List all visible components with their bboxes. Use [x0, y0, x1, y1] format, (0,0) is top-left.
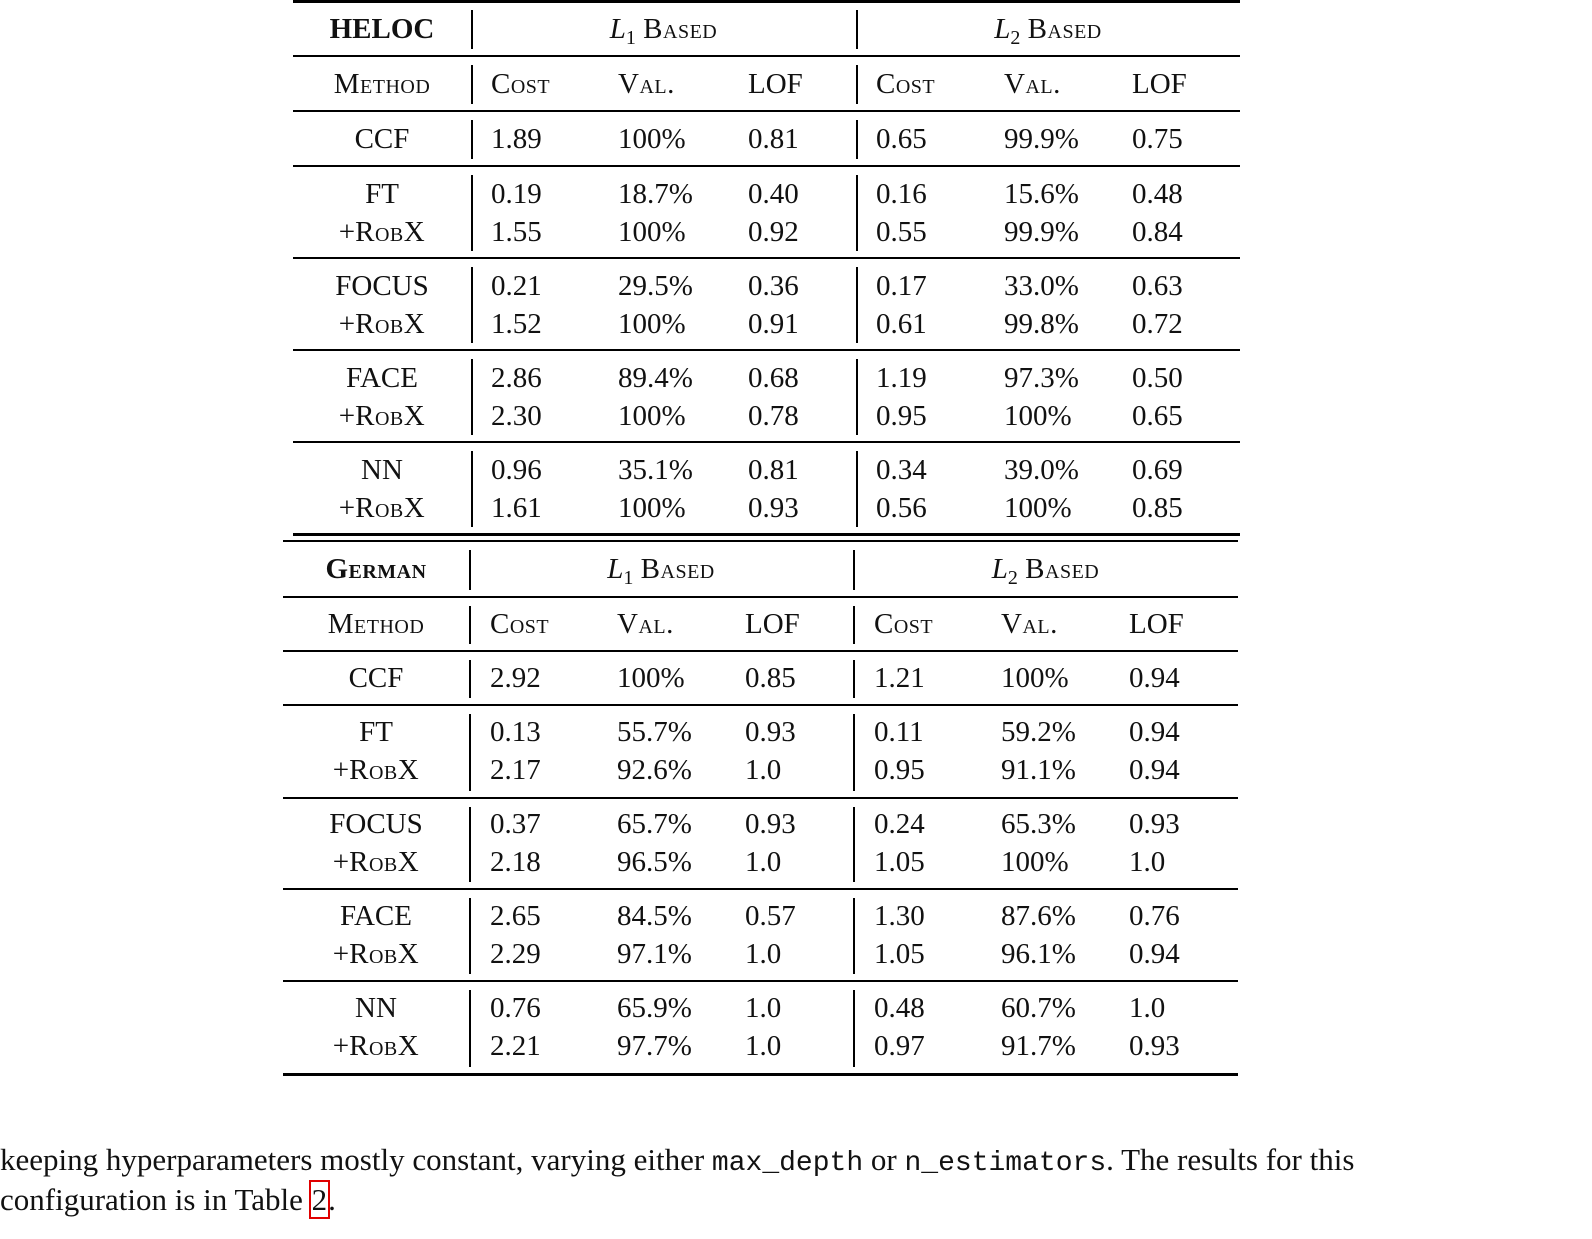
method-name: +RobX — [338, 216, 426, 248]
l2-based-header — [992, 550, 1099, 597]
horizontal-rule — [283, 704, 1238, 706]
method-name: FOCUS — [329, 808, 423, 840]
column-separator — [853, 606, 855, 644]
table-cell: 0.21 — [491, 270, 542, 302]
table-cell: 0.91 — [748, 308, 799, 340]
table-cell: 1.61 — [491, 492, 542, 524]
column-separator — [469, 550, 471, 590]
table-cell: 91.1% — [1001, 754, 1076, 786]
method-name: +RobX — [332, 938, 420, 970]
method-name: +RobX — [338, 308, 426, 340]
table-cell: 99.9% — [1004, 123, 1079, 155]
table-cell: 15.6% — [1004, 178, 1079, 210]
column-header-lof: LOF — [748, 68, 803, 100]
column-separator — [856, 359, 858, 435]
table-cell: 65.3% — [1001, 808, 1076, 840]
table-cell: 96.5% — [617, 846, 692, 878]
table-cell: 35.1% — [618, 454, 693, 486]
table-cell: 0.37 — [490, 808, 541, 840]
table-cell: 100% — [618, 400, 686, 432]
table-cell: 84.5% — [617, 900, 692, 932]
heloc-table — [293, 0, 1240, 538]
table-cell: 0.94 — [1129, 938, 1180, 970]
method-name: FACE — [346, 362, 418, 394]
column-separator — [856, 120, 858, 159]
table-cell: 0.57 — [745, 900, 796, 932]
table-cell: 2.86 — [491, 362, 542, 394]
table-cell: 0.65 — [1132, 400, 1183, 432]
method-name: FT — [359, 716, 393, 748]
horizontal-rule — [283, 797, 1238, 799]
table-cell: 0.92 — [748, 216, 799, 248]
body-paragraph-line-2 — [0, 1180, 336, 1220]
table-cell: 1.05 — [874, 938, 925, 970]
method-name: CCF — [354, 123, 410, 155]
column-separator — [471, 10, 473, 49]
table-cell: 1.52 — [491, 308, 542, 340]
table-cell: 87.6% — [1001, 900, 1076, 932]
table-cell: 1.30 — [874, 900, 925, 932]
horizontal-rule — [293, 349, 1240, 351]
table-cell: 100% — [618, 123, 686, 155]
table-cell: 89.4% — [618, 362, 693, 394]
table-cell: 0.93 — [745, 716, 796, 748]
column-separator — [469, 807, 471, 882]
paragraph-text: or — [863, 1142, 905, 1177]
table-cell: 0.93 — [1129, 808, 1180, 840]
method-name: +RobX — [338, 400, 426, 432]
column-separator — [471, 451, 473, 527]
table-cell: 60.7% — [1001, 992, 1076, 1024]
norm-symbol: L — [609, 13, 626, 45]
column-header-val: Val. — [618, 68, 675, 100]
table-cell: 0.48 — [874, 992, 925, 1024]
method-name: FACE — [340, 900, 412, 932]
column-separator — [853, 898, 855, 974]
table-cell: 0.48 — [1132, 178, 1183, 210]
method-name: NN — [355, 992, 397, 1024]
table-cell: 100% — [1001, 662, 1069, 694]
table-cell: 1.0 — [1129, 992, 1166, 1024]
table-cell: 0.72 — [1132, 308, 1183, 340]
table-cell: 0.94 — [1129, 754, 1180, 786]
norm-symbol: L — [991, 553, 1008, 585]
table-cell: 100% — [618, 308, 686, 340]
column-separator — [469, 990, 471, 1067]
table-cell: 1.55 — [491, 216, 542, 248]
horizontal-rule — [293, 0, 1240, 3]
paragraph-text: . — [328, 1182, 336, 1217]
table-cell: 1.19 — [876, 362, 927, 394]
method-name: FOCUS — [335, 270, 429, 302]
table-cell: 2.65 — [490, 900, 541, 932]
horizontal-rule — [283, 1073, 1238, 1076]
column-header-lof: LOF — [745, 608, 800, 640]
body-paragraph-line-1 — [0, 1140, 1354, 1184]
table-cell: 97.1% — [617, 938, 692, 970]
based-label: Based — [643, 13, 718, 45]
table-cell: 0.13 — [490, 716, 541, 748]
table-cell: 0.94 — [1129, 662, 1180, 694]
code-max-depth: max_depth — [711, 1148, 864, 1179]
column-separator — [471, 65, 473, 104]
horizontal-rule — [283, 888, 1238, 890]
table-cell: 100% — [618, 492, 686, 524]
table-cell: 18.7% — [618, 178, 693, 210]
table-cell: 2.17 — [490, 754, 541, 786]
table-cell: 1.0 — [745, 846, 782, 878]
column-header-method: Method — [327, 608, 425, 640]
norm-symbol: L — [994, 13, 1011, 45]
method-name: FT — [365, 178, 399, 210]
table-cell: 96.1% — [1001, 938, 1076, 970]
table-cell: 0.93 — [748, 492, 799, 524]
table-reference-link[interactable]: 2 — [311, 1182, 328, 1217]
paragraph-text: configuration is in Table — [0, 1182, 311, 1217]
table-cell: 100% — [1004, 400, 1072, 432]
table-cell: 0.50 — [1132, 362, 1183, 394]
horizontal-rule — [293, 165, 1240, 167]
table-cell: 0.63 — [1132, 270, 1183, 302]
column-separator — [853, 660, 855, 698]
horizontal-rule — [283, 540, 1238, 542]
table-cell: 99.9% — [1004, 216, 1079, 248]
column-separator — [853, 807, 855, 882]
norm-symbol: L — [607, 553, 624, 585]
l1-based-header — [607, 550, 714, 597]
column-separator — [471, 359, 473, 435]
table-cell: 1.0 — [745, 1030, 782, 1062]
table-cell: 0.55 — [876, 216, 927, 248]
table-cell: 100% — [1004, 492, 1072, 524]
table-cell: 0.69 — [1132, 454, 1183, 486]
l2-based-header — [994, 10, 1101, 57]
column-separator — [853, 990, 855, 1067]
column-header-val: Val. — [617, 608, 674, 640]
column-separator — [856, 65, 858, 104]
table-cell: 0.81 — [748, 123, 799, 155]
table-cell: 0.68 — [748, 362, 799, 394]
table-cell: 1.89 — [491, 123, 542, 155]
code-n-estimators: n_estimators — [904, 1148, 1107, 1179]
table-cell: 0.93 — [745, 808, 796, 840]
norm-subscript: 1 — [625, 27, 636, 49]
column-header-val: Val. — [1001, 608, 1058, 640]
table-cell: 0.78 — [748, 400, 799, 432]
norm-subscript: 1 — [623, 567, 634, 589]
column-header-cost: Cost — [876, 68, 936, 100]
table-cell: 1.21 — [874, 662, 925, 694]
method-name: CCF — [348, 662, 404, 694]
table-cell: 0.16 — [876, 178, 927, 210]
column-separator — [856, 267, 858, 343]
table-cell: 0.95 — [874, 754, 925, 786]
horizontal-rule — [293, 110, 1240, 112]
column-separator — [856, 10, 858, 49]
table-cell: 100% — [618, 216, 686, 248]
paragraph-text: keeping hyperparameters mostly constant, varying either — [0, 1142, 712, 1177]
table-cell: 65.7% — [617, 808, 692, 840]
column-separator — [471, 120, 473, 159]
method-name: NN — [361, 454, 403, 486]
norm-subscript: 2 — [1010, 27, 1021, 49]
method-name: +RobX — [332, 846, 420, 878]
column-separator — [853, 550, 855, 590]
table-cell: 33.0% — [1004, 270, 1079, 302]
based-label: Based — [1025, 553, 1100, 585]
table-cell: 0.85 — [745, 662, 796, 694]
column-separator — [471, 175, 473, 251]
table-cell: 0.61 — [876, 308, 927, 340]
table-cell: 0.36 — [748, 270, 799, 302]
table-cell: 91.7% — [1001, 1030, 1076, 1062]
table-cell: 2.29 — [490, 938, 541, 970]
table-cell: 0.40 — [748, 178, 799, 210]
table-cell: 0.76 — [1129, 900, 1180, 932]
method-name: +RobX — [332, 1030, 420, 1062]
table-cell: 0.81 — [748, 454, 799, 486]
table-cell: 97.3% — [1004, 362, 1079, 394]
table-cell: 0.17 — [876, 270, 927, 302]
l1-based-header — [610, 10, 717, 57]
table-cell: 97.7% — [617, 1030, 692, 1062]
table-cell: 99.8% — [1004, 308, 1079, 340]
table-cell: 0.76 — [490, 992, 541, 1024]
table-cell: 0.11 — [874, 716, 924, 748]
method-name: +RobX — [338, 492, 426, 524]
column-header-val: Val. — [1004, 68, 1061, 100]
table-cell: 39.0% — [1004, 454, 1079, 486]
table-cell: 0.65 — [876, 123, 927, 155]
table-cell: 0.97 — [874, 1030, 925, 1062]
table-cell: 0.19 — [491, 178, 542, 210]
column-header-lof: LOF — [1129, 608, 1184, 640]
horizontal-rule — [283, 650, 1238, 652]
column-header-cost: Cost — [490, 608, 550, 640]
table-cell: 100% — [617, 662, 685, 694]
table-cell: 1.0 — [745, 938, 782, 970]
column-separator — [856, 451, 858, 527]
column-header-method: Method — [333, 68, 431, 100]
table-cell: 2.21 — [490, 1030, 541, 1062]
table-cell: 2.30 — [491, 400, 542, 432]
column-header-cost: Cost — [491, 68, 551, 100]
table-cell: 0.56 — [876, 492, 927, 524]
table-cell: 0.75 — [1132, 123, 1183, 155]
column-header-lof: LOF — [1132, 68, 1187, 100]
based-label: Based — [640, 553, 715, 585]
horizontal-rule — [293, 257, 1240, 259]
horizontal-rule — [293, 441, 1240, 443]
table-cell: 0.94 — [1129, 716, 1180, 748]
table-cell: 55.7% — [617, 716, 692, 748]
table-cell: 0.95 — [876, 400, 927, 432]
column-separator — [469, 714, 471, 791]
table-cell: 0.85 — [1132, 492, 1183, 524]
table-cell: 65.9% — [617, 992, 692, 1024]
dataset-title: HELOC — [329, 13, 435, 45]
german-table — [283, 538, 1238, 1078]
table-cell: 1.0 — [745, 754, 782, 786]
horizontal-rule — [283, 980, 1238, 982]
table-cell: 100% — [1001, 846, 1069, 878]
table-cell: 0.96 — [491, 454, 542, 486]
method-name: +RobX — [332, 754, 420, 786]
column-separator — [469, 606, 471, 644]
table-cell: 1.0 — [1129, 846, 1166, 878]
table-cell: 29.5% — [618, 270, 693, 302]
column-separator — [471, 267, 473, 343]
column-separator — [856, 175, 858, 251]
table-cell: 0.93 — [1129, 1030, 1180, 1062]
table-cell: 1.05 — [874, 846, 925, 878]
table-cell: 2.92 — [490, 662, 541, 694]
horizontal-rule — [293, 533, 1240, 536]
dataset-title: German — [325, 553, 427, 585]
table-cell: 0.34 — [876, 454, 927, 486]
column-separator — [469, 898, 471, 974]
table-cell: 0.24 — [874, 808, 925, 840]
norm-subscript: 2 — [1007, 567, 1018, 589]
table-cell: 2.18 — [490, 846, 541, 878]
table-cell: 1.0 — [745, 992, 782, 1024]
table-cell: 59.2% — [1001, 716, 1076, 748]
column-separator — [853, 714, 855, 791]
paragraph-text: . The results for this — [1106, 1142, 1355, 1177]
table-cell: 92.6% — [617, 754, 692, 786]
based-label: Based — [1027, 13, 1102, 45]
table-cell: 0.84 — [1132, 216, 1183, 248]
column-header-cost: Cost — [874, 608, 934, 640]
column-separator — [469, 660, 471, 698]
